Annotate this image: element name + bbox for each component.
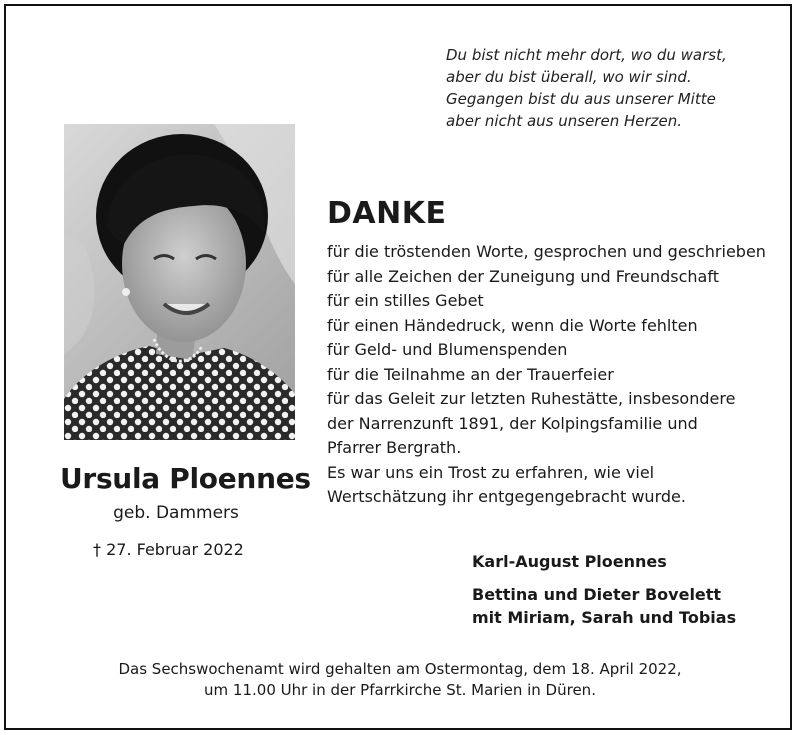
service-announcement [0,659,800,701]
thanks-heading: DANKE [327,196,447,231]
family-signature [472,550,736,629]
memorial-poem [446,44,727,132]
death-date: † 27. Februar 2022 [93,540,244,559]
thanks-line: Pfarrer Bergrath. [327,438,462,457]
maiden-name: geb. Dammers [113,503,239,523]
thanks-line: für alle Zeichen der Zuneigung und Freundschaft [327,266,719,286]
deceased-name: Ursula Ploennes [60,462,311,495]
poem-line: Du bist nicht mehr dort, wo du warst, [446,46,727,64]
thanks-line: für die Teilnahme an der Trauerfeier [327,364,614,384]
thanks-line: für ein stilles Gebet [327,291,484,310]
thanks-line: für das Geleit zur letzten Ruhestätte, insbesondere [327,389,736,408]
thanks-line: für einen Händedruck, wenn die Worte fehlten [327,315,698,335]
family-member: Karl-August Ploennes [472,552,667,571]
closing-text [327,461,686,509]
thanks-line: der Narrenzunft 1891, der Kolpingsfamilie und [327,413,698,433]
thanks-list [327,240,766,461]
thanks-line: für Geld- und Blumenspenden [327,340,568,359]
poem-line: aber du bist überall, wo wir sind. [446,68,692,86]
family-member: Bettina und Dieter Bovelett [472,585,722,604]
service-line: um 11.00 Uhr in der Pfarrkirche St. Marien in Düren. [204,681,596,699]
closing-line: Es war uns ein Trost zu erfahren, wie viel [327,463,655,482]
poem-line: Gegangen bist du aus unserer Mitte [446,90,716,108]
poem-line: aber nicht aus unseren Herzen. [446,112,683,130]
service-line: Das Sechswochenamt wird gehalten am Ostermontag, dem 18. April 2022, [118,660,682,678]
portrait-photo [64,124,295,440]
family-member: mit Miriam, Sarah und Tobias [472,608,737,627]
closing-line: Wertschätzung ihr entgegengebracht wurde. [327,487,686,506]
thanks-line: für die tröstenden Worte, gesprochen und geschrieben [327,242,766,261]
